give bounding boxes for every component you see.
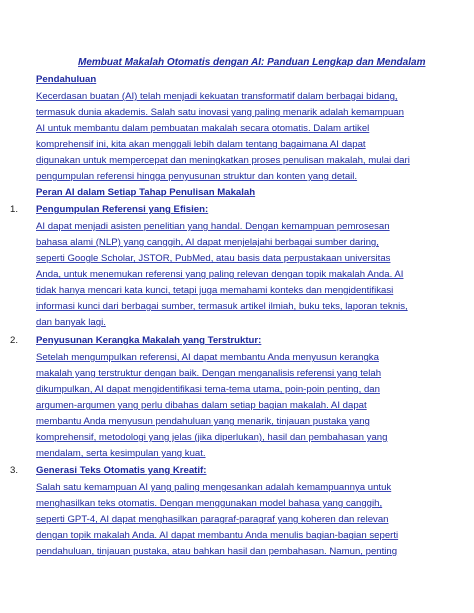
item-line: dengan topik makalah Anda. AI dapat membantu Anda menulis bagian-bagian seperti (36, 530, 399, 541)
item-line: membantu Anda menyusun pendahuluan yang menarik, tinjauan pustaka yang (36, 416, 370, 427)
item-line: pendahuluan, tinjauan pustaka, atau bahkan hasil dan pembahasan. Namun, penting (36, 546, 398, 557)
item-line: bahasa alami (NLP) yang canggih, AI dapat menjelajahi berbagai sumber daring, (36, 237, 379, 248)
item-heading: Pengumpulan Referensi yang Efisien: (36, 204, 209, 215)
intro-heading: Pendahuluan (36, 74, 97, 85)
item-line: dikumpulkan, AI dapat mengidentifikasi tema-tema utama, poin-poin penting, dan (36, 384, 380, 395)
intro-line: Kecerdasan buatan (AI) telah menjadi kekuatan transformatif dalam berbagai bidang, (36, 91, 398, 102)
item-line: Salah satu kemampuan AI yang paling mengesankan adalah kemampuannya untuk (36, 482, 392, 493)
intro-line: pengumpulan referensi hingga penyusunan struktur dan konten yang detail. (36, 171, 358, 182)
item-line: informasi kunci dari berbagai sumber, termasuk artikel ilmiah, buku teks, laporan teknis, (36, 301, 408, 312)
intro-line: komprehensif ini, kita akan menggali lebih dalam tentang bagaimana AI dapat (36, 139, 366, 150)
item-heading: Generasi Teks Otomatis yang Kreatif: (36, 465, 207, 476)
item-line: makalah yang terstruktur dengan baik. Dengan menganalisis referensi yang telah (36, 368, 382, 379)
item-line: argumen-argumen yang perlu dibahas dalam setiap bagian makalah. AI dapat (36, 400, 367, 411)
section-heading: Peran AI dalam Setiap Tahap Penulisan Makalah (36, 187, 256, 198)
item-line: seperti Google Scholar, JSTOR, PubMed, atau basis data perpustakaan universitas (36, 253, 391, 264)
item-line: dan banyak lagi. (36, 317, 106, 328)
item-heading: Penyusunan Kerangka Makalah yang Terstruktur: (36, 335, 262, 346)
list-number: 1. (10, 204, 19, 215)
item-line: seperti GPT-4, AI dapat menghasilkan paragraf-paragraf yang koheren dan relevan (36, 514, 389, 525)
item-line: komprehensif, metodologi yang jelas (jika diperlukan), hasil dan pembahasan yang (36, 432, 388, 443)
item-line: menghasilkan teks otomatis. Dengan menggunakan model bahasa yang canggih, (36, 498, 383, 509)
item-line: mendalam, serta kesimpulan yang kuat. (36, 448, 206, 459)
item-line: tidak hanya mencari kata kunci, tetapi juga memahami konteks dan mengidentifikasi (36, 285, 394, 296)
list-number: 3. (10, 465, 19, 476)
intro-line: AI untuk membantu dalam pembuatan makalah secara otomatis. Dalam artikel (36, 123, 370, 134)
item-line: AI dapat menjadi asisten penelitian yang handal. Dengan kemampuan pemrosesan (36, 221, 390, 232)
item-line: Anda, untuk menemukan referensi yang paling relevan dengan topik makalah Anda. AI (36, 269, 404, 280)
list-number: 2. (10, 335, 19, 346)
intro-line: termasuk dunia akademis. Salah satu inovasi yang paling menarik adalah kemampuan (36, 107, 404, 118)
intro-line: digunakan untuk mempercepat dan meningkatkan proses penulisan makalah, mulai dari (36, 155, 410, 166)
document-title: Membuat Makalah Otomatis dengan AI: Panduan Lengkap dan Mendalam (78, 57, 426, 68)
item-line: Setelah mengumpulkan referensi, AI dapat membantu Anda menyusun kerangka (36, 352, 379, 363)
